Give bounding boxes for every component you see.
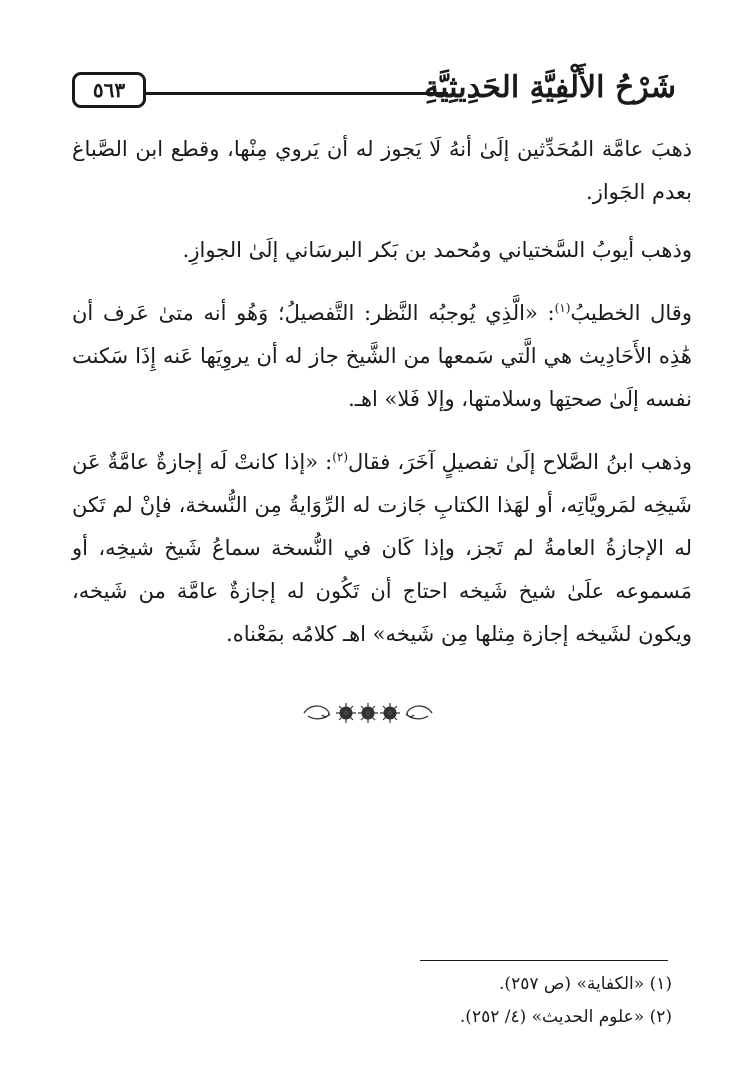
- page-header: [72, 66, 676, 116]
- main-text: [72, 128, 692, 671]
- paragraph-3-quote: : «الَّذِي يُوجبُه النَّظر: التَّفصيلُ؛ وَهُو أنه متىٰ عَرف أن هَٰذِه الأَحَادِيث هي الَّتي سَمعها من الشَّيخ جاز له أن يروِيَها عَنه إِذَا سَكنت نفسه إلَىٰ صحتِها وسلامتها، وإلا فَلا» اهـ.: [72, 301, 692, 411]
- footnote-ref-2[interactable]: (٢): [332, 450, 349, 464]
- footnote-separator: [420, 960, 668, 961]
- paragraph-3-lead: وقال الخطيبُ: [570, 301, 692, 325]
- footnote-ref-1[interactable]: (١): [554, 301, 571, 315]
- footnote-2: (٢) «علوم الحديث» (٤/ ٢٥٢).: [459, 1007, 672, 1027]
- floral-divider-icon: [300, 698, 436, 728]
- paragraph-4: [72, 436, 692, 656]
- page-number: ٥٦٣: [72, 72, 146, 108]
- footnotes: [72, 968, 672, 1034]
- paragraph-3: [72, 287, 692, 421]
- running-title: شَرْحُ الأَلْفِيَّةِ الحَدِيثِيَّةِ: [424, 70, 676, 105]
- paragraph-4-quote: : «إذا كانتْ لَه إجازةٌ عامَّةٌ عَن شَيخِه لمَرويَّاتِه، أو لهَذا الكتابِ جَازت له الرِّوَايةُ مِن النُّسخة، فإنْ لم تَكن له الإجازةُ العامةُ لم تَجز، وإذا كَان في النُّسخة سماعُ شَيخ شيخِه، أو مَسموعه علَىٰ شيخ شَيخه احتاج أن تَكُون له إجازةٌ عامَّة من شَيخه، ويكون لشَيخه إجازة مِثلها مِن شَيخه» اهـ كلامُه بمَعْناه.: [72, 450, 692, 646]
- header-rule: [146, 92, 448, 95]
- paragraph-4-lead: وذهب ابنُ الصَّلاح إلَىٰ تفصيلٍ آخَرَ، فقال: [348, 450, 692, 474]
- paragraph-1: ذهبَ عامَّة المُحَدِّثين إلَىٰ أنهُ لَا يَجوز له أن يَروي مِنْها، وقطع ابن الصَّباغ بعدم الجَواز.: [72, 137, 692, 204]
- footnote-1: (١) «الكفاية» (ص ٢٥٧).: [499, 974, 672, 994]
- paragraph-2: وذهب أيوبُ السَّختياني ومُحمد بن بَكر البرسَاني إلَىٰ الجوازِ.: [182, 238, 692, 262]
